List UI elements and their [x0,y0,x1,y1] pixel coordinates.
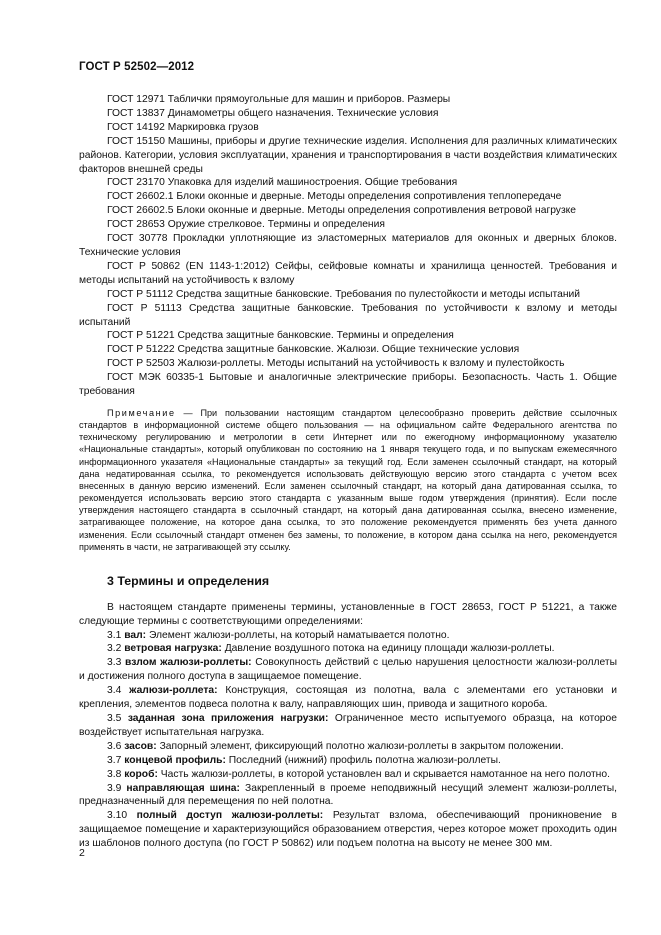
normative-references-list [79,93,617,399]
term-number: 3.4 [107,685,122,697]
term-text: Совокупность действий с целью нарушения целостности жалюзи-роллеты и достижения полного доступа в защищаемое помещение. [79,657,617,683]
term-text: Запорный элемент, фиксирующий полотно жалюзи-роллеты в закрытом положении. [159,740,564,752]
reference-item: ГОСТ 13837 Динамометры общего назначения. Технические условия [107,107,439,119]
term-definition [79,656,617,684]
term-name: ветровая нагрузка: [124,643,222,655]
term-name: направляющая шина: [126,782,240,794]
term-number: 3.3 [107,657,122,669]
note-label: Примечание [107,407,176,418]
term-text: Последний (нижний) профиль полотна жалюзи-роллеты. [228,754,501,766]
reference-item: ГОСТ Р 51113 Средства защитные банковские. Требования по устойчивости к взлому и методы испытаний [79,302,617,328]
reference-item: ГОСТ Р 51222 Средства защитные банковские. Жалюзи. Общие технические условия [107,344,520,356]
reference-item: ГОСТ 26602.1 Блоки оконные и дверные. Методы определения сопротивления теплопередаче [107,191,562,203]
term-name: засов: [124,740,157,752]
term-number: 3.1 [107,629,122,641]
term-number: 3.6 [107,740,122,752]
term-definition [79,629,617,643]
term-definition [79,642,617,656]
reference-item: ГОСТ 15150 Машины, приборы и другие технические изделия. Исполнения для различных климатических районов. Категории, условия эксплуатации, хранения и транспортирования в части воздействия климатических факторов внешней среды [79,135,617,175]
term-definition [79,712,617,740]
note-text: При пользовании настоящим стандартом целесообразно проверить действие ссылочных стандартов в информационной системе общего пользования — на официальном сайте Федерального агентства по техническому регулированию и метрологии в сети Интернет или по ежегодному информационному указателю «Национальные стандарты», который опубликован по состоянию на 1 января текущего года, и по выпускам ежемесячного информационного указателя «Национальные стандарты» за текущий год. Если заменен ссылочный стандарт, на который дана недатированная ссылка, то рекомендуется использовать действующую версию этого стандарта с учетом всех внесенных в данную версию изменений. Если заменен ссылочный стандарт, на который дана датированная ссылка, то рекомендуется использовать версию этого стандарта с указанным выше годом утверждения (принятия). Если после утверждения настоящего стандарта в ссылочный стандарт, на который дана датированная ссылка, внесено изменение, затрагивающее положение, на которое дана ссылка, то это положение рекомендуется применять без учета данного изменения. Если ссылочный стандарт отменен без замены, то положение, в котором дана ссылка на него, рекомендуется применять в части, не затрагивающей эту ссылку. [79,407,617,552]
term-number: 3.8 [107,768,122,780]
term-text: Конструкция, состоящая из полотна, вала с элементами его установки и крепления, элементов подвеса полотна к валу, направляющих шин, привода и защитного короба. [79,685,617,711]
term-name: взлом жалюзи-роллеты: [124,657,252,669]
term-name: полный доступ жалюзи-роллеты: [136,810,324,822]
note-paragraph [79,407,617,553]
term-definition [79,684,617,712]
reference-item: ГОСТ 26602.5 Блоки оконные и дверные. Методы определения сопротивления ветровой нагрузке [107,205,577,217]
term-text: Ограниченное место испытуемого образца, на которое воздействует испытательная нагрузка. [79,712,617,738]
term-text: Закрепленный в проеме неподвижный несущий элемент жалюзи-роллеты, предназначенный для перемещения по ней полотна. [79,782,617,808]
term-number: 3.2 [107,643,122,655]
term-name: заданная зона приложения нагрузки: [127,712,329,724]
document-body [79,93,617,851]
note-dash: — [175,407,201,418]
term-number: 3.5 [107,712,122,724]
reference-item: ГОСТ Р 50862 (EN 1143-1:2012) Сейфы, сейфовые комнаты и хранилища ценностей. Требования и методы испытаний на устойчивость к взлому [79,260,617,286]
term-name: жалюзи-роллета: [129,685,218,697]
term-definition [79,740,617,754]
document-header: ГОСТ Р 52502—2012 [79,61,195,73]
reference-item: ГОСТ 23170 Упаковка для изделий машиностроения. Общие требования [107,177,458,189]
term-name: концевой профиль: [124,754,226,766]
reference-item: ГОСТ МЭК 60335-1 Бытовые и аналогичные электрические приборы. Безопасность. Часть 1. Общие требования [79,372,617,398]
term-text: Давление воздушного потока на единицу площади жалюзи-роллеты. [224,643,555,655]
terms-list [79,629,617,852]
term-definition [79,782,617,810]
reference-item: ГОСТ Р 51112 Средства защитные банковские. Требования по пулестойкости и методы испытаний [107,288,581,300]
section-title: 3 Термины и определения [107,573,270,588]
reference-item: ГОСТ 28653 Оружие стрелковое. Термины и определения [107,219,385,231]
term-text: Результат взлома, обеспечивающий проникновение в защищаемое помещение и характеризующийся образованием отверстия, через которое может проходить один из шаблонов полного доступа (по ГОСТ Р 50862) или подъем полотна на высоту не менее 300 мм. [79,810,617,850]
term-text: Элемент жалюзи-роллеты, на который наматывается полотно. [148,629,450,641]
section-intro: В настоящем стандарте применены термины, установленные в ГОСТ 28653, ГОСТ Р 51221, а также следующие термины с соответствующими определениями: [79,601,617,627]
reference-item: ГОСТ 14192 Маркировка грузов [107,121,259,133]
reference-item: ГОСТ 12971 Таблички прямоугольные для машин и приборов. Размеры [107,94,451,105]
term-definition [79,809,617,851]
term-definition [79,754,617,768]
term-definition [79,768,617,782]
term-name: вал: [124,629,147,641]
term-number: 3.7 [107,754,122,766]
term-text: Часть жалюзи-роллеты, в которой установлен вал и скрывается намотанное на него полотно. [160,768,610,780]
term-name: короб: [124,768,158,780]
term-number: 3.9 [107,782,122,794]
reference-item: ГОСТ Р 51221 Средства защитные банковские. Термины и определения [107,330,454,342]
reference-item: ГОСТ 30778 Прокладки уплотняющие из эластомерных материалов для оконных и дверных блоков. Технические условия [79,233,617,258]
term-number: 3.10 [107,810,128,822]
reference-item: ГОСТ Р 52503 Жалюзи-роллеты. Методы испытаний на устойчивость к взлому и пулестойкость [107,358,565,370]
page-number: 2 [79,847,85,859]
